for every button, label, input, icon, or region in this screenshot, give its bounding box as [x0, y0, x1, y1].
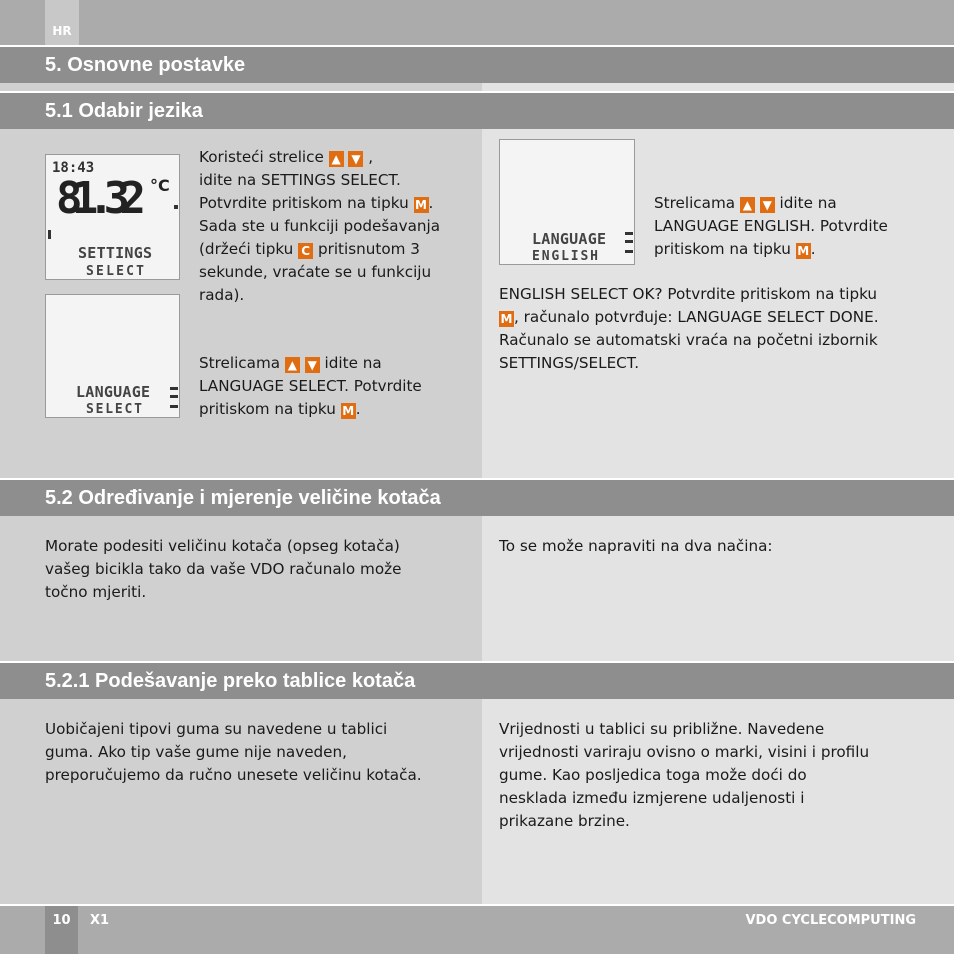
arrow-down-key-icon: ▼ [760, 197, 775, 213]
lcd-marker [170, 387, 178, 390]
wheel-size-methods: To se može napraviti na dva načina: [499, 537, 773, 555]
top-band [0, 0, 954, 46]
lcd-line1: LANGUAGE [76, 383, 150, 401]
lcd-unit: °C [150, 176, 170, 195]
section-title: 5.2.1 Podešavanje preko tablice kotača [45, 670, 416, 692]
lcd-line1: LANGUAGE [532, 230, 606, 248]
m-key-icon: M [500, 312, 513, 326]
arrow-up-key-icon: ▲ [285, 357, 300, 373]
lcd-line1: SETTINGS [78, 244, 152, 262]
footer [0, 906, 954, 954]
arrow-up-key-icon: ▲ [329, 151, 344, 167]
language-tab: HR [45, 0, 79, 46]
lcd-screen-language-english [499, 139, 635, 265]
tyre-table-note: Vrijednosti u tablici su približne. Navedene vrijednosti variraju ovisno o marki, visini i profilu gume. Kao posljedica toga može doći do nesklada između izmjerene udaljenosti i prikazane brzine. [499, 720, 870, 830]
m-key-icon: M [342, 404, 355, 418]
section-bar-5-1 [0, 93, 954, 129]
lcd-line2: SELECT [86, 264, 144, 279]
section-bar-5 [0, 47, 954, 83]
lcd-marker [625, 240, 633, 243]
lcd-dot [174, 205, 178, 209]
instruction-english-select-ok: ENGLISH SELECT OK? Potvrdite pritiskom na tipku M , računalo potvrđuje: LANGUAGE SELECT DONE. Računalo se automatski vraća na početni izbornik SETTINGS/SELECT. [499, 285, 879, 372]
instruction-language-select: Strelicama ▲ ▼ idite na LANGUAGE SELECT. Potvrdite pritiskom na tipku M . [199, 354, 422, 418]
arrow-down-key-icon: ▼ [348, 151, 363, 167]
instruction-settings-select: Koristeći strelice ▲ ▼ , idite na SETTINGS SELECT. Potvrdite pritiskom na tipku M . Sada ste u funkciji podešavanja (držeći tipku C pritisnutom 3 sekunde, vraćate se u funkciju rada). [199, 148, 441, 304]
lcd-marker [625, 232, 633, 235]
page-number: 10 [45, 906, 78, 954]
section-title: 5. Osnovne postavke [45, 54, 246, 76]
section-title: 5.2 Određivanje i mjerenje veličine kotača [45, 487, 441, 509]
lcd-line2: ENGLISH [532, 249, 598, 264]
m-key-icon: M [415, 198, 427, 212]
section-bar-5-2 [0, 480, 954, 516]
lcd-time: 18:43 [52, 160, 95, 176]
m-key-icon: M [797, 244, 810, 258]
brand-name: VDO CYCLECOMPUTING [745, 913, 916, 928]
lcd-line2: SELECT [86, 402, 142, 417]
c-key-icon: C [298, 243, 313, 259]
model-name: X1 [90, 913, 110, 928]
section-title: 5.1 Odabir jezika [45, 100, 203, 122]
lcd-screen-settings [45, 154, 180, 280]
lcd-value: 81.32 [56, 173, 146, 224]
lcd-marker [170, 405, 178, 408]
lcd-dot [48, 230, 51, 239]
lcd-screen-language-select [45, 294, 180, 418]
wheel-size-intro: Morate podesiti veličinu kotača (opseg kotača) vašeg bicikla tako da vaše VDO računalo može točno mjeriti. [45, 537, 402, 601]
instruction-language-english: Strelicama ▲ ▼ idite na LANGUAGE ENGLISH. Potvrdite pritiskom na tipku M . [654, 194, 888, 258]
arrow-down-key-icon: ▼ [305, 357, 320, 373]
tyre-table-intro: Uobičajeni tipovi guma su navedene u tablici guma. Ako tip vaše gume nije naveden, preporučujemo da ručno unesete veličinu kotača. [45, 720, 422, 784]
lcd-marker [625, 250, 633, 253]
lcd-marker [170, 395, 178, 398]
arrow-up-key-icon: ▲ [740, 197, 755, 213]
section-bar-5-2-1 [0, 663, 954, 699]
